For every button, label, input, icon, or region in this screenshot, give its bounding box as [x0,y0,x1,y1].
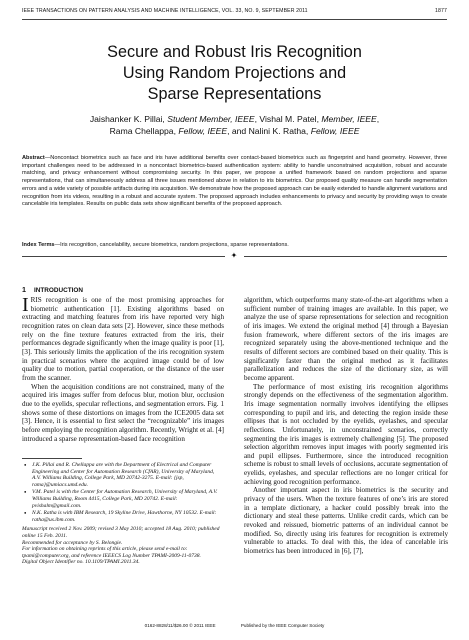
paragraph-text: RIS recognition is one of the most promising approaches for biometric authentication [1]. Existing algorithms based on extracting and matching features from iris have reported very high recognition rates on clean data sets [2]. However, since these methods rely on the fine texture features extracted from the iris, their performances degrade significantly when the image quality is poor [1], [3]. This seriously limits the application of the iris recognition system in practical scenarios where the acquired image could be of low quality due to motion, partial cooperation, or the distance of the user from the scanner. [22,296,224,382]
running-header [22,8,447,18]
affiliation-note: ● V.M. Patel is with the Center for Automation Research, University of Maryland, A.V. Williams Building, Room 4415, College Park, MD 20742. E-mail: pvishalm@gmail.com. [32,489,224,509]
recommended-note: Recommended for acceptance by S. Belongie. [22,539,123,546]
copyright-line: 0162-8828/11/$26.00 © 2011 IEEE [144,623,216,628]
index-terms-label: Index Terms [22,242,55,248]
abstract-label: Abstract [22,155,45,161]
paragraph [22,296,224,383]
index-terms-text: —Iris recognition, cancelability, secure biometrics, random projections, sparse representations. [54,242,289,248]
page-number: 1877 [435,8,447,14]
affiliation-list [22,462,224,523]
author-line-2 [40,125,429,137]
publisher-line: Published by the IEEE Computer Society [240,623,325,628]
manuscript-note: Manuscript received 2 Nov. 2009; revised 3 May 2010; accepted 18 Aug. 2010; published online 15 Feb. 2011. [22,526,220,539]
title-line-1: Secure and Robust Iris Recognition [107,43,362,61]
author-line-1 [40,113,429,125]
author-name: , and Nalini K. Ratha, [227,126,311,136]
abstract-text: —Noncontact biometrics such as face and iris have additional benefits over contact-based biometrics such as fingerprint and hand geometry. However, three important challenges need to be addressed in a noncontact biometrics-based authentication system: ability to handle unconstrained acquisition, robust and accurate matching, and privacy enhancement without compromising security. In this paper, we propose a unified framework based on random projections and sparse representations, that can simultaneously address all three issues mentioned above in relation to iris biometrics. Our proposed quality measure can handle segmentation errors and a wide variety of possible artifacts during iris acquisition. We demonstrate how the proposed approach can be easily extended to handle alignment variations and recognition from iris videos, resulting in a robust and accurate system. The proposed approach includes enhancements to privacy and security by providing ways to create cancelable iris templates. Results on public data sets show significant benefits of the proposed approach. [22,155,447,208]
paragraph: Another important aspect in iris biometrics is the security and privacy of the users. When the texture features of one’s iris are stored in a template dictionary, a hacker could possibly break into the dictionary and steal these patterns. Unlike credit cards, which can be revoked and reissued, biometric patterns of an individual cannot be modified. So, directly using iris features for recognition is extremely vulnerable to attacks. To deal with this, the idea of cancelable iris biometrics has been introduced in [6], [7], [244,486,448,556]
author-separator: , [376,114,380,124]
paper-title [40,42,429,105]
right-column [244,296,448,556]
paragraph: The performance of most existing iris recognition algorithms strongly depends on the effectiveness of the segmentation algorithm. Iris image segmentation normally involves identifying the ellipses corresponding to pupil and iris, and detecting the region inside these ellipses that is not occluded by the eyelids, eyelashes, and specular reflections. Unfortunately, in unconstrained scenarios, correctly segmenting the iris images is extremely challenging [5]. The proposed selection algorithm removes input images with poorly segmented iris and pupil ellipses. Furthermore, since the introduced recognition scheme is robust to small levels of occlusions, accurate segmentation of eyelids, eyelashes, and specular reflections are no longer critical for achieving good recognition performance. [244,382,448,486]
dropcap: I [22,294,29,316]
paragraph: algorithm, which outperforms many state-of-the-art algorithms when a sufficient number of training images are available. In this paper, we analyze the use of sparse representations for selection and recognition of iris images. We extend the original method [4] through a Bayesian fusion framework, where different sectors of the iris images are recognized separately using the above-mentioned technique and the results of different sectors are combined based on their quality. This is significantly faster than the original method as it facilitates parallelization and reduces the size of the dictionary size, as will become apparent. [244,296,448,382]
doi-note: Digital Object Identifier no. 10.1109/TPAMI.2011.34. [22,559,140,566]
author-name: Rama Chellappa, [109,126,179,136]
page-footer [0,623,469,628]
divider-rule-right [244,256,447,257]
abstract [22,155,447,209]
affiliation-note: ● J.K. Pillai and R. Chellappa are with the Department of Electrical and Computer Engineering and Center for Automation Research (CfAR), University of Maryland, A.V. Williams Building, College Park, MD 20742-3275. E-mail: {jsp, rama}@umiacs.umd.edu. [32,462,224,488]
title-line-3: Sparse Representations [147,85,322,103]
section-title: INTRODUCTION [34,287,83,294]
title-line-2: Using Random Projections and [122,64,347,82]
paragraph: When the acquisition conditions are not constrained, many of the acquired iris images suffer from defocus blur, motion blur, occlusion due to the eyelids, specular reflections, and segmentation errors. Fig. 1 shows some of these distortions on images from the ICE2005 data set [3]. Hence, it is essential to first select the “recognizable” iris images before employing the recognition algorithm. Recently, Wright et al. [4] introduced a sparse representation-based face recognition [22,382,224,443]
divider-symbol: ✦ [230,251,238,260]
section-number: 1 [22,285,26,294]
affiliation-note: ● N.K. Ratha is with IBM Research, 19 Skyline Drive, Hawthorne, NY 10532. E-mail: ratha@us.ibm.com. [32,510,224,523]
index-terms [22,242,447,250]
author-list [40,113,429,137]
author-affiliation: Member, IEEE [321,114,377,124]
footnotes [22,462,224,566]
journal-name: IEEE TRANSACTIONS ON PATTERN ANALYSIS AND MACHINE INTELLIGENCE, VOL. 33, NO. 9, SEPTEMBER 2011 [22,8,308,14]
footnote-rule [22,458,82,459]
section-heading [22,285,83,294]
author-name: , Vishal M. Patel, [254,114,322,124]
author-name: Jaishanker K. Pillai, [89,114,168,124]
publication-notes [22,526,224,566]
divider-rule-left [22,256,225,257]
reprints-note: For information on obtaining reprints of this article, please send e-mail to: tpami@computer.org, and reference IEEECS Log Number TPAMI-2009-11-0738. [22,546,201,559]
author-affiliation: Student Member, IEEE [167,114,255,124]
author-affiliation: Fellow, IEEE [310,126,360,136]
left-column [22,296,224,443]
header-rule [22,19,447,20]
author-affiliation: Fellow, IEEE [178,126,228,136]
